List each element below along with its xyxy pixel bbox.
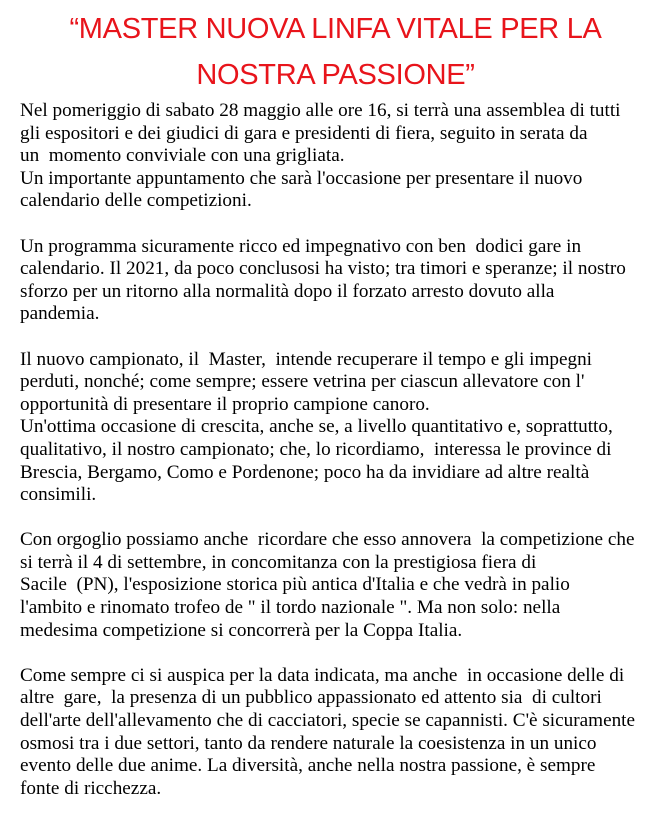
text-line: calendario. Il 2021, da poco conclusosi ha visto; tra timori e speranze; il nostro — [20, 258, 626, 280]
text-line: sforzo per un ritorno alla normalità dopo il forzato arresto dovuto alla — [20, 280, 555, 302]
text-line: si terrà il 4 di settembre, in concomitanza con la prestigiosa fiera di — [20, 551, 537, 573]
text-line: gli espositori e dei giudici di gara e presidenti di fiera, seguito in serata da — [20, 122, 588, 144]
paragraph-assembly — [20, 100, 670, 213]
paragraph-sacile — [20, 529, 670, 642]
text-line: medesima competizione si concorrerà per la Coppa Italia. — [20, 619, 463, 641]
text-line: pandemia. — [20, 303, 100, 325]
text-line: Con orgoglio possiamo anche ricordare che esso annovera la competizione che — [20, 529, 635, 551]
text-line: Un programma sicuramente ricco ed impegnativo con ben dodici gare in — [20, 235, 582, 257]
paragraph-championship — [20, 349, 670, 507]
text-line: qualitativo, il nostro campionato; che, lo ricordiamo, interessa le province di — [20, 438, 612, 460]
text-line: opportunità di presentare il proprio campione canoro. — [20, 393, 430, 415]
text-line: dell'arte dell'allevamento che di cacciatori, specie se capannisti. C'è sicuramente — [20, 710, 636, 732]
text-line: evento delle due anime. La diversità, anche nella nostra passione, è sempre — [20, 755, 596, 777]
text-line: fonte di ricchezza. — [20, 777, 162, 799]
text-line: Nel pomeriggio di sabato 28 maggio alle ore 16, si terrà una assemblea di tutti — [20, 100, 621, 121]
text-line: Sacile (PN), l'esposizione storica più antica d'Italia e che vedrà in palio — [20, 574, 570, 596]
text-line: l'ambito e rinomato trofeo de " il tordo nazionale ". Ma non solo: nella — [20, 597, 561, 619]
article-title — [0, 6, 671, 98]
text-line: perduti, nonché; come sempre; essere vetrina per ciascun allevatore con l' — [20, 371, 585, 393]
text-line: osmosi tra i due settori, tanto da rendere naturale la coesistenza in un unico — [20, 732, 597, 754]
text-line: un momento conviviale con una grigliata. — [20, 145, 345, 167]
text-line: Brescia, Bergamo, Como e Pordenone; poco ha da invidiare ad altre realtà — [20, 461, 590, 483]
text-line: Un'ottima occasione di crescita, anche se, a livello quantitativo e, soprattutto, — [20, 416, 613, 438]
text-line: Un importante appuntamento che sarà l'occasione per presentare il nuovo — [20, 167, 583, 189]
text-line: Il nuovo campionato, il Master, intende recuperare il tempo e gli impegni — [20, 348, 593, 370]
text-line: calendario delle competizioni. — [20, 190, 252, 212]
title-line: NOSTRA PASSIONE” — [196, 59, 475, 91]
title-line: “MASTER NUOVA LINFA VITALE PER LA — [69, 13, 602, 45]
text-line: Come sempre ci si auspica per la data indicata, ma anche in occasione delle di — [20, 664, 625, 686]
paragraph-audience — [20, 665, 670, 801]
text-line: consimili. — [20, 484, 97, 506]
article-body — [20, 100, 670, 823]
paragraph-program — [20, 236, 670, 326]
text-line: altre gare, la presenza di un pubblico appassionato ed attento sia di cultori — [20, 687, 602, 709]
